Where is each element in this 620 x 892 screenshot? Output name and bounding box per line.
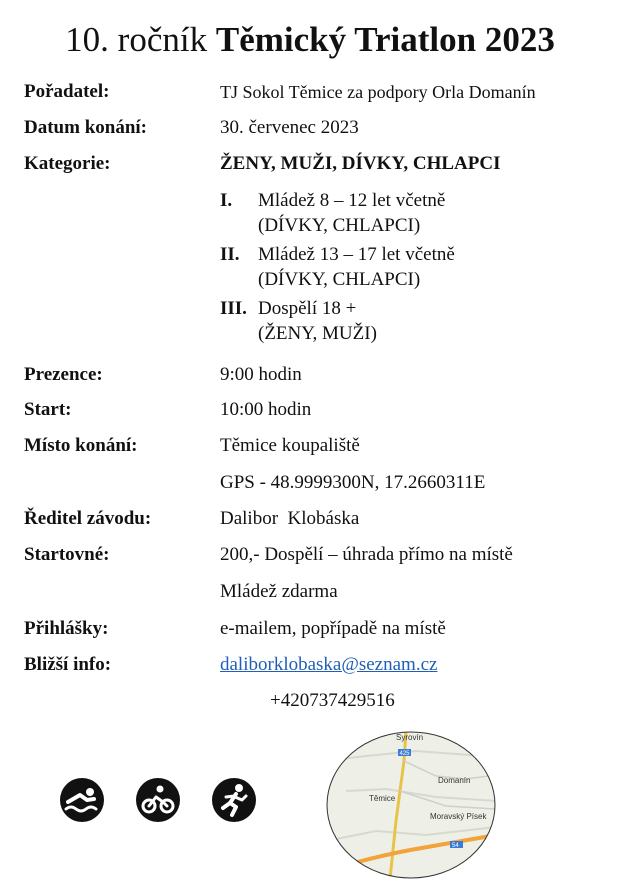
label-poradatel: Pořadatel: [24,81,110,102]
map-label-syrovin: Syrovín [396,733,424,742]
title-prefix: 10. ročník [65,20,208,59]
value-phone: +420737429516 [270,690,395,711]
email-link[interactable]: daliborklobaska@seznam.cz [220,654,438,675]
category-num-1: I. [220,190,233,211]
value-reditel: Dalibor Klobáska [220,508,360,529]
value-startovne: 200,- Dospělí – úhrada přímo na místě [220,544,513,565]
title-main: Těmický Triatlon 2023 [215,20,555,59]
category-line2-2: (DÍVKY, CHLAPCI) [258,269,421,290]
value-prihlasky: e-mailem, popřípadě na místě [220,618,446,639]
label-kategorie: Kategorie: [24,153,111,174]
page-title [0,16,620,64]
swimming-icon [60,778,104,822]
category-num-2: II. [220,244,240,265]
value-kategorie: ŽENY, MUŽI, DÍVKY, CHLAPCI [220,153,501,174]
label-prezence: Prezence: [24,364,103,385]
map-label-moravsky-pisek: Moravský Písek [430,812,487,821]
category-line1-3: Dospělí 18 + [258,298,357,319]
category-line1-1: Mládež 8 – 12 let včetně [258,190,446,211]
label-prihlasky: Přihlášky: [24,618,109,639]
value-datum: 30. červenec 2023 [220,117,359,138]
map-label-temice: Těmice [369,794,396,803]
map-label-domanin: Domanín [438,776,471,785]
running-icon [212,778,256,822]
map-road-54: 54 [452,843,459,849]
category-line1-2: Mládež 13 – 17 let včetně [258,244,455,265]
label-datum: Datum konání: [24,117,147,138]
location-map [326,731,496,879]
value-start: 10:00 hodin [220,399,312,420]
label-info: Bližší info: [24,654,112,675]
label-startovne: Startovné: [24,544,110,565]
value-gps: GPS - 48.9999300N, 17.2660311E [220,472,486,493]
category-line2-1: (DÍVKY, CHLAPCI) [258,215,421,236]
value-startovne-mladez: Mládež zdarma [220,581,338,602]
value-poradatel: TJ Sokol Těmice za podpory Orla Domanín [220,82,536,102]
value-prezence: 9:00 hodin [220,364,302,385]
label-start: Start: [24,399,72,420]
category-line2-3: (ŽENY, MUŽI) [258,323,377,344]
category-num-3: III. [220,298,247,319]
sport-icons [60,778,260,826]
label-reditel: Ředitel závodu: [24,508,152,529]
label-misto: Místo konání: [24,435,138,456]
value-misto: Těmice koupaliště [220,435,360,456]
cycling-icon [136,778,180,822]
map-road-425: 425 [399,751,410,757]
